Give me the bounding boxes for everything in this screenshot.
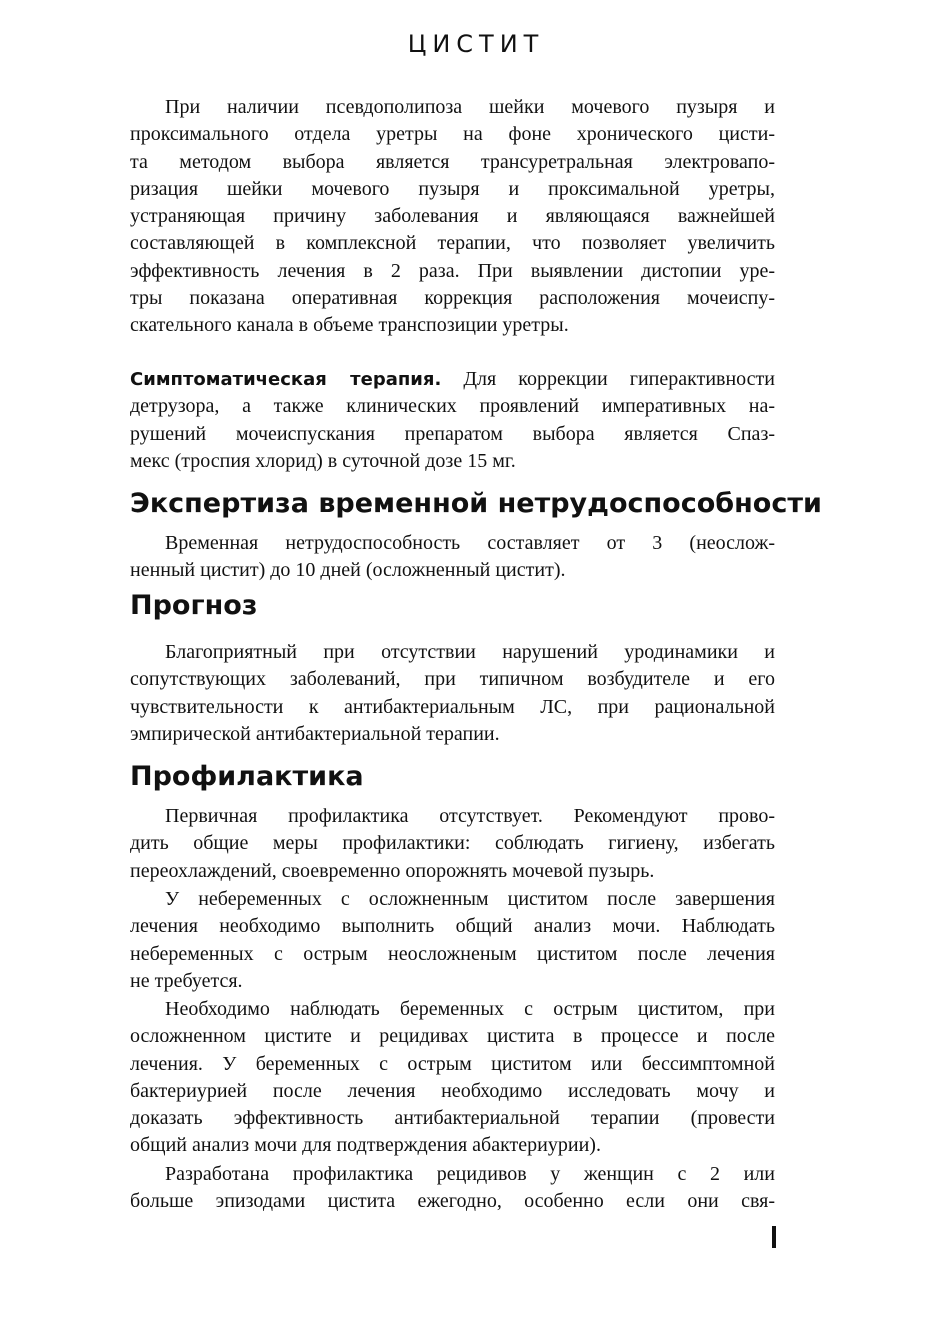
text-line: сопутствующих заболеваний, при типичном возбудителе и его <box>130 668 775 691</box>
paragraph-text <box>130 366 775 475</box>
text-line: эмпирической антибактериальной терапии. <box>130 722 500 745</box>
paragraph-text <box>130 803 775 885</box>
paragraph-pregnant <box>130 996 775 1160</box>
text-line: эффективность лечения в 2 раза. При выявлении дистопии уре- <box>130 259 775 282</box>
text-line: лечения. У беременных с острым циститом или бессимптомной <box>130 1052 775 1075</box>
text-line: та методом выбора является трансуретральная электровапо- <box>130 150 775 173</box>
text-line: дить общие меры профилактики: соблюдать гигиену, избегать <box>130 832 775 855</box>
text-line: бактериурией после лечения необходимо исследовать мочу и <box>130 1079 775 1102</box>
text-line: составляющей в комплексной терапии, что позволяет увеличить <box>130 232 775 255</box>
paragraph-text <box>130 996 775 1160</box>
text-line: небеременных с острым неосложненым циститом после лечения <box>130 942 775 965</box>
text-line: мекс (троспия хлорид) в суточной дозе 15 мг. <box>130 449 516 472</box>
text-line: осложненном цистите и рецидивах цистита в процессе и после <box>130 1025 775 1048</box>
text-line: ненный цистит) до 10 дней (осложненный цистит). <box>130 559 566 582</box>
text-line: При наличии псевдополипоза шейки мочевого пузыря и <box>165 96 775 118</box>
text-line: доказать эффективность антибактериальной терапии (провести <box>130 1107 775 1130</box>
heading-prognosis: Прогноз <box>130 590 258 621</box>
text-line: детрузора, а также клинических проявлений императивных на- <box>130 395 775 418</box>
text-line: скательного канала в объеме транспозиции уретры. <box>130 314 569 337</box>
heading-expertise: Экспертиза временной нетрудоспособности <box>130 488 822 519</box>
paragraph-text <box>130 639 775 748</box>
text-line: устраняющая причину заболевания и являющаяся важнейшей <box>130 205 775 228</box>
text-line: Разработана профилактика рецидивов у женщин с 2 или <box>165 1163 775 1185</box>
run-in-heading: Симптоматическая терапия. <box>130 369 442 390</box>
paragraph-prevention-primary <box>130 803 775 885</box>
text-line: Первичная профилактика отсутствует. Рекомендуют прово- <box>165 805 775 827</box>
text-line: рушений мочеиспускания препаратом выбора является Спаз- <box>130 422 775 445</box>
paragraph-recurrence-prevention <box>130 1161 775 1216</box>
text-line: проксимального отдела уретры на фоне хронического цисти- <box>130 123 775 146</box>
text-line: чувствительности к антибактериальным ЛС, при рациональной <box>130 695 775 718</box>
text-line: Временная нетрудоспособность составляет от 3 (неослож- <box>165 532 775 554</box>
paragraph-treatment <box>130 94 775 340</box>
paragraph-text <box>130 94 775 340</box>
paragraph-text <box>130 1161 775 1216</box>
text-line: больше эпизодами цистита ежегодно, особенно если они свя- <box>130 1190 775 1213</box>
page-edge-marker <box>772 1226 776 1248</box>
running-head: ЦИСТИТ <box>407 30 545 58</box>
text-line: У небеременных с осложненным циститом после завершения <box>165 888 775 910</box>
text-line: переохлаждений, своевременно опорожнять мочевой пузырь. <box>130 859 655 882</box>
text-line: тры показана оперативная коррекция расположения мочеиспу- <box>130 287 775 310</box>
text-line <box>130 366 775 393</box>
text-line: Благоприятный при отсутствии нарушений уродинамики и <box>165 641 775 663</box>
paragraph-prognosis <box>130 639 775 748</box>
paragraph-text <box>130 886 775 995</box>
text-line: Необходимо наблюдать беременных с острым циститом, при <box>165 998 775 1020</box>
paragraph-nonpregnant <box>130 886 775 995</box>
text-line: общий анализ мочи для подтверждения абактериурии). <box>130 1134 601 1157</box>
paragraph-expertise <box>130 530 775 585</box>
heading-prevention: Профилактика <box>130 761 364 792</box>
paragraph-symptomatic-therapy <box>130 366 775 475</box>
text-line: лечения необходимо выполнить общий анализ мочи. Наблюдать <box>130 915 775 938</box>
text-line: не требуется. <box>130 969 243 992</box>
text-run: Для коррекции гиперактивности <box>441 368 775 390</box>
paragraph-text <box>130 530 775 585</box>
text-line: ризация шейки мочевого пузыря и проксимальной уретры, <box>130 177 775 200</box>
